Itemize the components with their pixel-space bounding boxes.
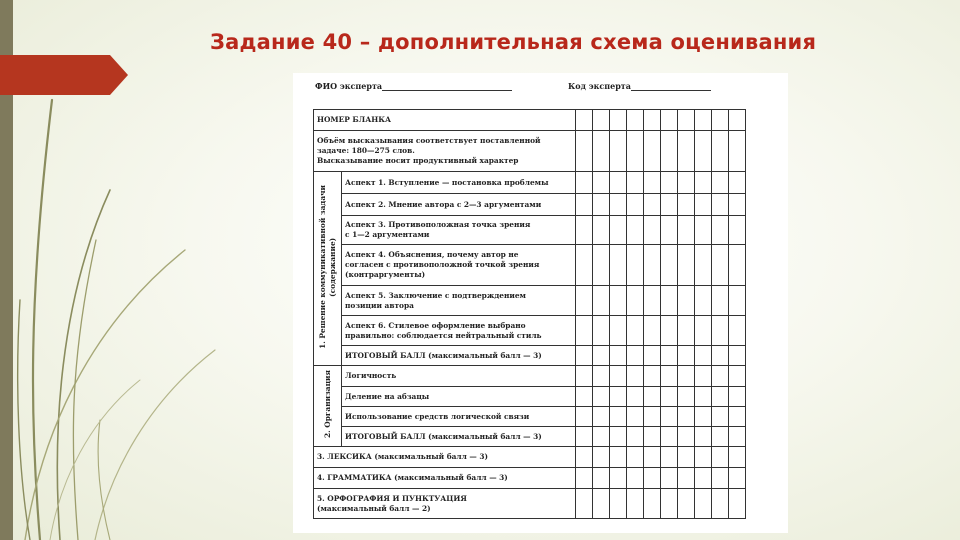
score-cell[interactable]	[678, 110, 695, 131]
score-cell[interactable]	[678, 172, 695, 194]
table-row	[314, 427, 746, 447]
score-cell[interactable]	[661, 387, 678, 407]
score-cell[interactable]	[661, 316, 678, 346]
table-row	[314, 110, 746, 131]
score-cell[interactable]	[576, 447, 593, 468]
score-cell[interactable]	[610, 216, 627, 245]
score-cell[interactable]	[644, 110, 661, 131]
score-cell[interactable]	[695, 286, 712, 316]
score-cell[interactable]	[644, 245, 661, 286]
table-row	[314, 447, 746, 468]
score-cell[interactable]	[695, 427, 712, 447]
lexis-criterion: 3. ЛЕКСИКА (максимальный балл — 3)	[314, 447, 576, 468]
score-cell[interactable]	[644, 489, 661, 519]
score-cell[interactable]	[610, 194, 627, 216]
score-cell[interactable]	[729, 216, 746, 245]
score-cell[interactable]	[576, 468, 593, 489]
aspect-4-line: согласен с противоположной точкой зрения	[345, 260, 540, 269]
aspect-3	[342, 216, 576, 245]
expert-name-label: ФИО эксперта	[315, 81, 383, 91]
score-cell[interactable]	[627, 407, 644, 427]
table-row	[314, 216, 746, 245]
score-cell[interactable]	[593, 286, 610, 316]
score-cell[interactable]	[678, 447, 695, 468]
score-cell[interactable]	[695, 172, 712, 194]
score-cell[interactable]	[610, 172, 627, 194]
grammar-criterion: 4. ГРАММАТИКА (максимальный балл — 3)	[314, 468, 576, 489]
score-cell[interactable]	[610, 427, 627, 447]
score-cell[interactable]	[712, 447, 729, 468]
score-cell[interactable]	[661, 110, 678, 131]
score-cell[interactable]	[729, 110, 746, 131]
score-cell[interactable]	[576, 110, 593, 131]
score-cell[interactable]	[678, 427, 695, 447]
score-cell[interactable]	[593, 427, 610, 447]
table-row	[314, 316, 746, 346]
score-cell[interactable]	[729, 366, 746, 387]
expert-code-label: Код эксперта	[568, 81, 631, 91]
score-cell[interactable]	[627, 245, 644, 286]
score-cell[interactable]	[644, 194, 661, 216]
score-cell[interactable]	[593, 468, 610, 489]
score-cell[interactable]	[712, 131, 729, 172]
volume-line: Высказывание носит продуктивный характер	[317, 156, 519, 165]
score-cell[interactable]	[627, 447, 644, 468]
score-cell[interactable]	[627, 366, 644, 387]
score-cell[interactable]	[627, 216, 644, 245]
expert-name-field	[315, 81, 512, 91]
score-cell[interactable]	[712, 216, 729, 245]
score-cell[interactable]	[712, 172, 729, 194]
score-cell[interactable]	[610, 131, 627, 172]
score-cell[interactable]	[610, 316, 627, 346]
spelling-line: 5. ОРФОГРАФИЯ И ПУНКТУАЦИЯ	[317, 493, 467, 503]
score-cell[interactable]	[678, 316, 695, 346]
score-cell[interactable]	[695, 407, 712, 427]
score-cell[interactable]	[576, 427, 593, 447]
aspect-5	[342, 286, 576, 316]
score-cell[interactable]	[627, 346, 644, 366]
grass-decoration	[0, 0, 220, 540]
score-cell[interactable]	[593, 366, 610, 387]
score-cell[interactable]	[729, 194, 746, 216]
score-cell[interactable]	[610, 110, 627, 131]
score-cell[interactable]	[729, 286, 746, 316]
score-cell[interactable]	[610, 468, 627, 489]
connectors-criterion: Использование средств логической связи	[342, 407, 576, 427]
assessment-form	[293, 73, 788, 533]
score-cell[interactable]	[610, 387, 627, 407]
table-row	[314, 407, 746, 427]
score-cell[interactable]	[576, 286, 593, 316]
score-cell[interactable]	[661, 489, 678, 519]
score-cell[interactable]	[678, 131, 695, 172]
score-cell[interactable]	[627, 172, 644, 194]
table-row	[314, 366, 746, 387]
score-cell[interactable]	[729, 489, 746, 519]
table-row	[314, 131, 746, 172]
score-cell[interactable]	[644, 172, 661, 194]
aspect-1: Аспект 1. Вступление — постановка проблемы	[342, 172, 576, 194]
table-row	[314, 387, 746, 407]
score-cell[interactable]	[610, 286, 627, 316]
score-cell[interactable]	[661, 245, 678, 286]
score-cell[interactable]	[644, 447, 661, 468]
score-cell[interactable]	[576, 245, 593, 286]
table-row	[314, 245, 746, 286]
score-cell[interactable]	[610, 346, 627, 366]
score-cell[interactable]	[678, 216, 695, 245]
aspect-5-line: Аспект 5. Заключение с подтверждением	[345, 290, 526, 300]
score-cell[interactable]	[576, 194, 593, 216]
score-cell[interactable]	[593, 407, 610, 427]
score-cell[interactable]	[644, 427, 661, 447]
score-cell[interactable]	[729, 468, 746, 489]
score-cell[interactable]	[576, 489, 593, 519]
score-cell[interactable]	[695, 366, 712, 387]
score-cell[interactable]	[593, 316, 610, 346]
score-cell[interactable]	[644, 216, 661, 245]
score-cell[interactable]	[610, 447, 627, 468]
score-cell[interactable]	[644, 286, 661, 316]
score-cell[interactable]	[695, 468, 712, 489]
score-cell[interactable]	[576, 366, 593, 387]
score-cell[interactable]	[678, 489, 695, 519]
spelling-criterion	[314, 489, 576, 519]
score-cell[interactable]	[644, 407, 661, 427]
spelling-line: (максимальный балл — 2)	[317, 503, 431, 513]
aspect-3-line: с 1—2 аргументами	[345, 230, 430, 239]
score-cell[interactable]	[712, 387, 729, 407]
aspect-4-line: Аспект 4. Объяснения, почему автор не	[345, 250, 519, 259]
aspect-5-line: позиции автора	[345, 300, 414, 310]
score-cell[interactable]	[712, 110, 729, 131]
score-cell[interactable]	[695, 387, 712, 407]
section2-label	[314, 366, 342, 447]
score-cell[interactable]	[695, 194, 712, 216]
score-cell[interactable]	[576, 387, 593, 407]
score-cell[interactable]	[712, 245, 729, 286]
score-cell[interactable]	[661, 194, 678, 216]
score-cell[interactable]	[695, 447, 712, 468]
score-cell[interactable]	[712, 427, 729, 447]
score-cell[interactable]	[729, 387, 746, 407]
table-row	[314, 489, 746, 519]
section1-label	[314, 172, 342, 366]
score-cell[interactable]	[729, 447, 746, 468]
score-cell[interactable]	[729, 407, 746, 427]
score-cell[interactable]	[712, 407, 729, 427]
section1-label-line2: (содержание)	[327, 237, 337, 297]
score-cell[interactable]	[712, 194, 729, 216]
score-cell[interactable]	[593, 387, 610, 407]
aspect-2: Аспект 2. Мнение автора с 2—3 аргументами	[342, 194, 576, 216]
score-cell[interactable]	[712, 346, 729, 366]
aspect-3-line: Аспект 3. Противоположная точка зрения	[345, 220, 531, 229]
score-cell[interactable]	[712, 316, 729, 346]
score-cell[interactable]	[627, 194, 644, 216]
score-cell[interactable]	[576, 172, 593, 194]
score-cell[interactable]	[661, 468, 678, 489]
score-cell[interactable]	[678, 346, 695, 366]
score-cell[interactable]	[661, 346, 678, 366]
score-cell[interactable]	[729, 172, 746, 194]
volume-line: Объём высказывания соответствует поставленной	[317, 136, 541, 145]
volume-line: задаче: 180—275 слов.	[317, 146, 415, 155]
score-cell[interactable]	[627, 286, 644, 316]
score-cell[interactable]	[627, 427, 644, 447]
score-cell[interactable]	[712, 286, 729, 316]
aspect-4-line: (контраргументы)	[345, 270, 426, 279]
score-cell[interactable]	[695, 489, 712, 519]
score-cell[interactable]	[593, 489, 610, 519]
expert-code-field	[568, 81, 711, 91]
score-cell[interactable]	[661, 172, 678, 194]
aspect-6-line: Аспект 6. Стилевое оформление выбрано	[345, 320, 526, 330]
table-row	[314, 468, 746, 489]
score-cell[interactable]	[627, 316, 644, 346]
table-row	[314, 172, 746, 194]
score-cell[interactable]	[576, 407, 593, 427]
section2-total: ИТОГОВЫЙ БАЛЛ (максимальный балл — 3)	[342, 427, 576, 447]
score-cell[interactable]	[661, 407, 678, 427]
scoring-table	[313, 109, 746, 519]
score-cell[interactable]	[576, 346, 593, 366]
score-cell[interactable]	[661, 216, 678, 245]
section1-total: ИТОГОВЫЙ БАЛЛ (максимальный балл — 3)	[342, 346, 576, 366]
score-cell[interactable]	[678, 194, 695, 216]
score-cell[interactable]	[695, 316, 712, 346]
score-cell[interactable]	[661, 427, 678, 447]
paragraphs-criterion: Деление на абзацы	[342, 387, 576, 407]
score-cell[interactable]	[644, 366, 661, 387]
score-cell[interactable]	[695, 131, 712, 172]
score-cell[interactable]	[593, 110, 610, 131]
section2-label-text: 2. Организация	[322, 370, 332, 439]
score-cell[interactable]	[644, 468, 661, 489]
score-cell[interactable]	[678, 387, 695, 407]
score-cell[interactable]	[729, 427, 746, 447]
score-cell[interactable]	[576, 131, 593, 172]
score-cell[interactable]	[627, 110, 644, 131]
slide-title: Задание 40 – дополнительная схема оценивания	[210, 30, 817, 54]
score-cell[interactable]	[678, 245, 695, 286]
score-cell[interactable]	[661, 447, 678, 468]
score-cell[interactable]	[644, 131, 661, 172]
score-cell[interactable]	[729, 346, 746, 366]
score-cell[interactable]	[695, 346, 712, 366]
score-cell[interactable]	[593, 447, 610, 468]
score-cell[interactable]	[661, 131, 678, 172]
score-cell[interactable]	[593, 346, 610, 366]
score-cell[interactable]	[593, 172, 610, 194]
score-cell[interactable]	[729, 316, 746, 346]
score-cell[interactable]	[576, 316, 593, 346]
score-cell[interactable]	[712, 489, 729, 519]
score-cell[interactable]	[644, 316, 661, 346]
aspect-6	[342, 316, 576, 346]
score-cell[interactable]	[712, 468, 729, 489]
volume-criterion	[314, 131, 576, 172]
score-cell[interactable]	[593, 194, 610, 216]
aspect-4	[342, 245, 576, 286]
score-cell[interactable]	[695, 216, 712, 245]
section1-label-line1: 1. Решение коммуникативной задачи	[317, 185, 327, 349]
score-cell[interactable]	[678, 407, 695, 427]
score-cell[interactable]	[627, 468, 644, 489]
score-cell[interactable]	[610, 366, 627, 387]
score-cell[interactable]	[610, 407, 627, 427]
score-cell[interactable]	[678, 468, 695, 489]
score-cell[interactable]	[627, 387, 644, 407]
score-cell[interactable]	[610, 245, 627, 286]
score-cell[interactable]	[661, 286, 678, 316]
score-cell[interactable]	[593, 131, 610, 172]
score-cell[interactable]	[576, 216, 593, 245]
table-row	[314, 194, 746, 216]
score-cell[interactable]	[729, 245, 746, 286]
logic-criterion: Логичность	[342, 366, 576, 387]
score-cell[interactable]	[627, 489, 644, 519]
score-cell[interactable]	[678, 286, 695, 316]
form-number-label: НОМЕР БЛАНКА	[314, 110, 576, 131]
score-cell[interactable]	[593, 245, 610, 286]
table-row	[314, 286, 746, 316]
score-cell[interactable]	[712, 366, 729, 387]
score-cell[interactable]	[610, 489, 627, 519]
aspect-6-line: правильно: соблюдается нейтральный стиль	[345, 330, 542, 340]
score-cell[interactable]	[627, 131, 644, 172]
score-cell[interactable]	[695, 245, 712, 286]
score-cell[interactable]	[678, 366, 695, 387]
table-row	[314, 346, 746, 366]
score-cell[interactable]	[661, 366, 678, 387]
score-cell[interactable]	[644, 346, 661, 366]
score-cell[interactable]	[695, 110, 712, 131]
score-cell[interactable]	[644, 387, 661, 407]
score-cell[interactable]	[593, 216, 610, 245]
score-cell[interactable]	[729, 131, 746, 172]
